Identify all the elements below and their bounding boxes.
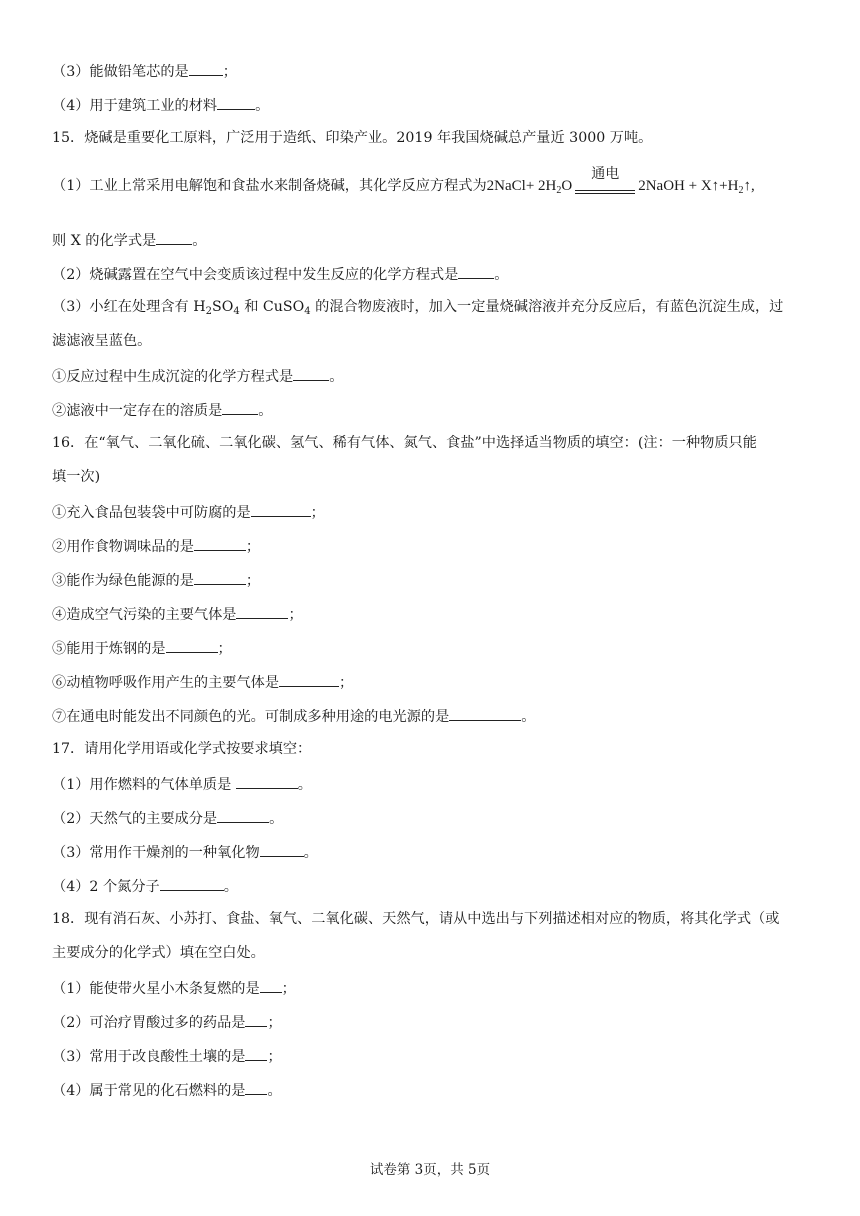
answer-blank[interactable]	[156, 229, 192, 245]
q16-item: ⑥动植物呼吸作用产生的主要气体是 ；	[52, 671, 816, 693]
q17-item: （3）常用作干燥剂的一种氧化物 。	[52, 841, 816, 863]
answer-blank[interactable]	[166, 637, 218, 653]
answer-blank[interactable]	[245, 1011, 267, 1027]
answer-blank[interactable]	[217, 94, 255, 110]
answer-blank[interactable]	[260, 841, 304, 857]
q17-item: （1）用作燃料的气体单质是 。	[52, 773, 816, 795]
q16-item: ⑦在通电时能发出不同颜色的光。可制成多种用途的电光源的是 。	[52, 705, 816, 727]
q16-item: ④造成空气污染的主要气体是 ；	[52, 603, 816, 625]
answer-blank[interactable]	[293, 365, 329, 381]
answer-blank[interactable]	[279, 671, 339, 687]
q15-item-3-cont: 滤滤液呈蓝色。	[52, 333, 152, 349]
q16-item: ⑤能用于炼钢的是 ；	[52, 637, 816, 659]
q15-item-2: （2）烧碱露置在空气中会变质该过程中发生反应的化学方程式是 。	[52, 263, 816, 285]
q18-intro-cont: 主要成分的化学式）填在空白处。	[52, 945, 265, 961]
reaction-condition: 通电	[575, 181, 635, 201]
q18-item: （2）可治疗胃酸过多的药品是 ；	[52, 1011, 816, 1033]
q17-item: （4）2 个氮分子 。	[52, 875, 816, 897]
answer-blank[interactable]	[245, 1045, 267, 1061]
q15-item-1: （1）工业上常采用电解饱和食盐水来制备烧碱，其化学反应方程式为2NaCl+ $2H_2O$ 通电 2NaOH + $X↑+H_2↑$,	[52, 176, 816, 201]
q18-item: （3）常用于改良酸性土壤的是 ；	[52, 1045, 816, 1067]
q14-item-4: （4）用于建筑工业的材料 。	[52, 94, 816, 116]
q16-item: ③能作为绿色能源的是 ；	[52, 569, 816, 591]
q15-intro: 15．烧碱是重要化工原料，广泛用于造纸、印染产业。2019 年我国烧碱总产量近 3000 万吨。	[52, 130, 653, 146]
q17-intro: 17．请用化学用语或化学式按要求填空：	[52, 741, 312, 757]
answer-blank[interactable]	[222, 399, 258, 415]
answer-blank[interactable]	[260, 977, 282, 993]
page-footer: 试卷第 3页，共 5页	[369, 1162, 491, 1178]
q18-item: （1）能使带火星小木条复燃的是 ；	[52, 977, 816, 999]
q15-item-1-cont: 则 X 的化学式是 。	[52, 229, 816, 251]
q16-intro-cont: 填一次)	[52, 469, 101, 485]
q16-item: ①充入食品包装袋中可防腐的是 ；	[52, 501, 816, 523]
q14-item-3: （3）能做铅笔芯的是 ；	[52, 60, 816, 82]
answer-blank[interactable]	[458, 263, 494, 279]
answer-blank[interactable]	[236, 603, 288, 619]
q17-item: （2）天然气的主要成分是 。	[52, 807, 816, 829]
answer-blank[interactable]	[245, 1079, 267, 1095]
q18-item: （4）属于常见的化石燃料的是 。	[52, 1079, 816, 1101]
q15-sub-2: ②滤液中一定存在的溶质是 。	[52, 399, 816, 421]
answer-blank[interactable]	[251, 501, 311, 517]
q15-item-3: （3）小红在处理含有 $H_2SO_4$ 和 CuSO$_4$ 的混合物废液时，加入一定量烧碱溶液并充分反应后，有蓝色沉淀生成，过	[52, 299, 784, 317]
answer-blank[interactable]	[194, 535, 246, 551]
answer-blank[interactable]	[189, 60, 223, 76]
answer-blank[interactable]	[449, 705, 521, 721]
answer-blank[interactable]	[194, 569, 246, 585]
answer-blank[interactable]	[160, 875, 224, 891]
q16-intro: 16．在“氧气、二氧化硫、二氧化碳、氢气、稀有气体、氮气、食盐”中选择适当物质的填空：(注：一种物质只能	[52, 435, 757, 451]
q15-sub-1: ①反应过程中生成沉淀的化学方程式是 。	[52, 365, 816, 387]
q18-intro: 18．现有消石灰、小苏打、食盐、氧气、二氧化碳、天然气，请从中选出与下列描述相对应的物质，将其化学式（或	[52, 911, 780, 927]
answer-blank[interactable]	[217, 807, 269, 823]
q16-item: ②用作食物调味品的是 ；	[52, 535, 816, 557]
answer-blank[interactable]	[236, 773, 298, 789]
chemical-equation: 2NaCl+ $2H_2O$ 通电 2NaOH + $X↑+H_2↑$,	[487, 178, 755, 194]
